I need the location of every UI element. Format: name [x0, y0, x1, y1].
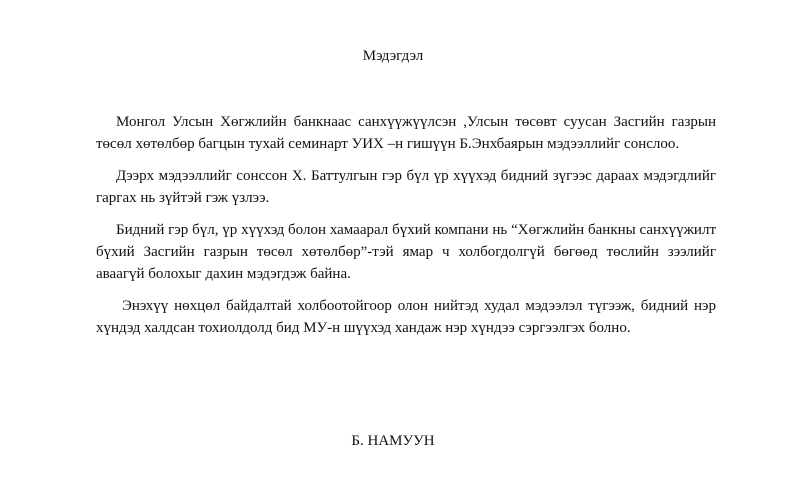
- signature: Б. НАМУУН: [351, 433, 435, 449]
- paragraph-1: Монгол Улсын Хөгжлийн банкнаас санхүүжүүлсэн ,Улсын төсөвт суусан Засгийн газрын төсөл хөтөлбөр багцын тухай семинарт УИХ –н гишүүн Б.Энхбаярын мэдээллийг сонслоо.: [96, 114, 716, 152]
- paragraph-3: Бидний гэр бүл, үр хүүхэд болон хамаарал бүхий компани нь “Хөгжлийн банкны санхүүжилт бүхий Засгийн газрын төсөл хөтөлбөр”-тэй ямар ч холбогдолгүй бөгөөд төслийн зээлийг аваагүй болохыг дахин мэдэгдэж байна.: [96, 222, 716, 282]
- paragraph-2: Дээрх мэдээллийг сонссон Х. Баттулгын гэр бүл үр хүүхэд бидний зүгээс дараах мэдэгдлийг гаргах нь зүйтэй гэж үзлээ.: [96, 168, 716, 206]
- document-title: Мэдэгдэл: [362, 48, 424, 64]
- document-body: [96, 111, 716, 349]
- paragraph-4: Энэхүү нөхцөл байдалтай холбоотойгоор олон нийтэд худал мэдээлэл түгээж, бидний нэр хүндэд халдсан тохиолдолд бид МУ-н шүүхэд хандаж нэр хүндээ сэргээлгэх болно.: [96, 298, 716, 336]
